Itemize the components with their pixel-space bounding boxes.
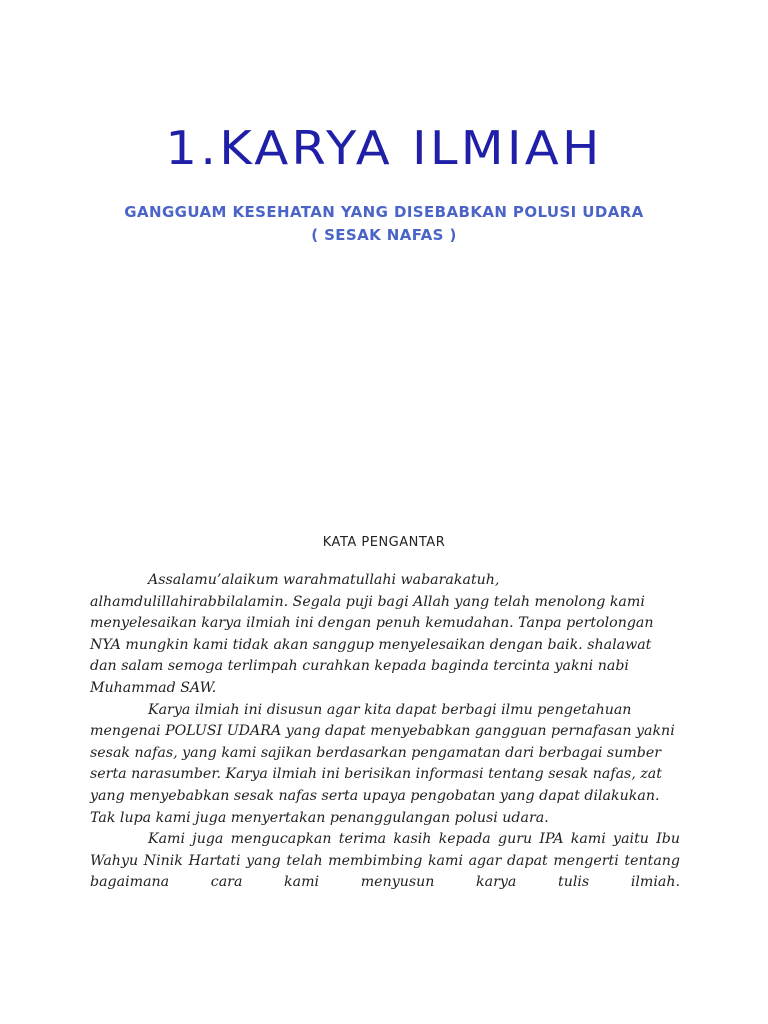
paragraph-2: Karya ilmiah ini disusun agar kita dapat berbagi ilmu pengetahuan mengenai POLUSI UDARA yang dapat menyebabkan gangguan pernafasan yakni sesak nafas, yang kami sajikan berdasarkan pengamatan dari berbagai sumber serta narasumber. Karya ilmiah ini berisikan informasi tentang sesak nafas, zat yang menyebabkan sesak nafas serta upaya pengobatan yang dapat dilakukan. Tak lupa kami juga menyertakan penanggulangan polusi udara. — [90, 701, 675, 826]
section-heading: KATA PENGANTAR — [322, 535, 446, 550]
document-subtitle-line-1: GANGGUAM KESEHATAN YANG DISEBABKAN POLUSI UDARA — [124, 203, 644, 221]
paragraph-3: Kami juga mengucapkan terima kasih kepada guru IPA kami yaitu Ibu Wahyu Ninik Hartati yang telah membimbing kami agar dapat mengerti tentang bagaimana cara kami menyusun karya tulis ilmiah. — [90, 831, 680, 891]
document-subtitle-line-2: ( SESAK NAFAS ) — [311, 226, 457, 244]
paragraph-1: Assalamu’alaikum warahmatullahi wabarakatuh, alhamdulillahirabbilalamin. Segala puji bagi Allah yang telah menolong kami menyelesaikan karya ilmiah ini dengan penuh kemudahan. Tanpa pertolongan NYA mungkin kami tidak akan sanggup menyelesaikan dengan baik. shalawat dan salam semoga terlimpah curahkan kepada baginda tercinta yakni nabi Muhammad SAW. — [90, 572, 654, 696]
body-text — [90, 570, 680, 894]
document-title: 1.KARYA ILMIAH — [165, 121, 603, 175]
